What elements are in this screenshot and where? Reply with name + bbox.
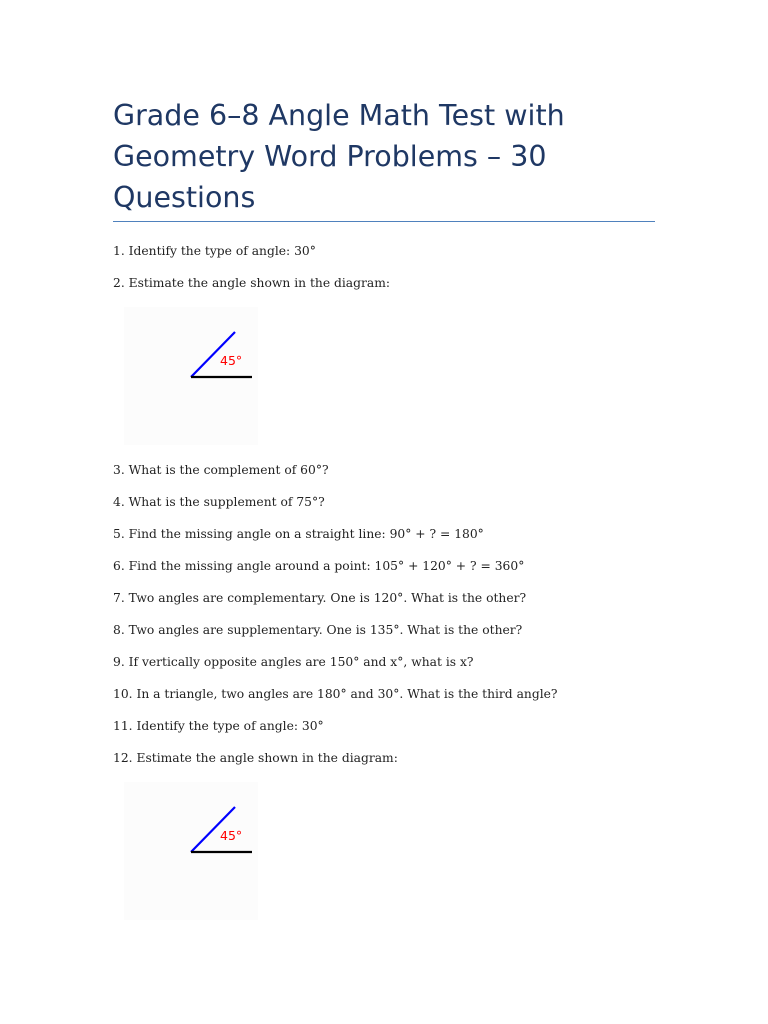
angle-diagram-2: [124, 782, 258, 920]
question-5: 5. Find the missing angle on a straight line: 90° + ? = 180°: [113, 527, 484, 541]
question-9: 9. If vertically opposite angles are 150° and x°, what is x?: [113, 655, 474, 669]
question-1: 1. Identify the type of angle: 30°: [113, 244, 316, 258]
question-6: 6. Find the missing angle around a point: 105° + 120° + ? = 360°: [113, 559, 525, 573]
title-underline: [113, 221, 655, 222]
angle-diagram-2-svg: [124, 782, 258, 920]
document-title: Grade 6–8 Angle Math Test with Geometry Word Problems – 30 Questions: [113, 99, 565, 214]
question-10: 10. In a triangle, two angles are 180° and 30°. What is the third angle?: [113, 687, 558, 701]
angle-label: 45°: [220, 828, 243, 843]
question-8: 8. Two angles are supplementary. One is 135°. What is the other?: [113, 623, 523, 637]
angle-label: 45°: [220, 353, 243, 368]
question-2: 2. Estimate the angle shown in the diagram:: [113, 276, 391, 290]
question-12: 12. Estimate the angle shown in the diagram:: [113, 751, 398, 765]
question-3: 3. What is the complement of 60°?: [113, 463, 329, 477]
question-4: 4. What is the supplement of 75°?: [113, 495, 325, 509]
angle-diagram-1-svg: [124, 307, 258, 445]
question-11: 11. Identify the type of angle: 30°: [113, 719, 324, 733]
question-7: 7. Two angles are complementary. One is 120°. What is the other?: [113, 591, 527, 605]
angle-diagram-1: [124, 307, 258, 445]
